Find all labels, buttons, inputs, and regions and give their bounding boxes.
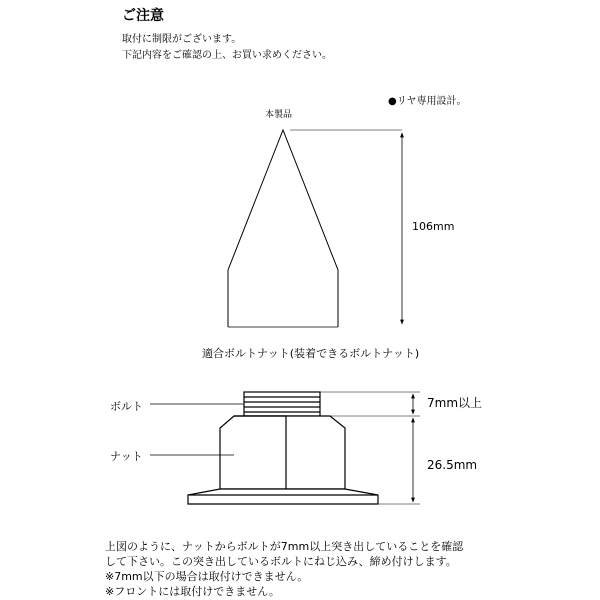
instruction-line-1: 上図のように、ナットからボルトが7mm以上突き出していることを確認 (105, 540, 464, 553)
product-outline (228, 130, 402, 327)
nut-shape (188, 416, 378, 504)
fitting-title: 適合ボルトナット(装着できるボルトナット) (202, 347, 420, 360)
instruction-line-2: して下さい。この突き出しているボルトにねじ込み、締め付けします。 (105, 555, 457, 568)
caution-note-2: 下記内容をご確認の上、お買い求めください。 (122, 50, 332, 61)
caution-note-1: 取付に制限がございます。 (122, 34, 242, 45)
bolt-label: ボルト (110, 400, 143, 413)
protrusion-label: 7mm以上 (427, 396, 483, 410)
product-label: 本製品 (265, 110, 293, 120)
bolt-shape (244, 392, 320, 416)
nut-label: ナット (110, 450, 143, 463)
instruction-line-3: ※7mm以下の場合は取付けできません。 (105, 570, 309, 583)
product-height-label: 106mm (412, 220, 455, 233)
nut-height-label: 26.5mm (427, 458, 478, 472)
rear-only-note: ●リヤ専用設計。 (388, 96, 467, 107)
instruction-line-4: ※フロントには取付けできません。 (105, 585, 280, 598)
page-title: ご注意 (122, 8, 164, 24)
